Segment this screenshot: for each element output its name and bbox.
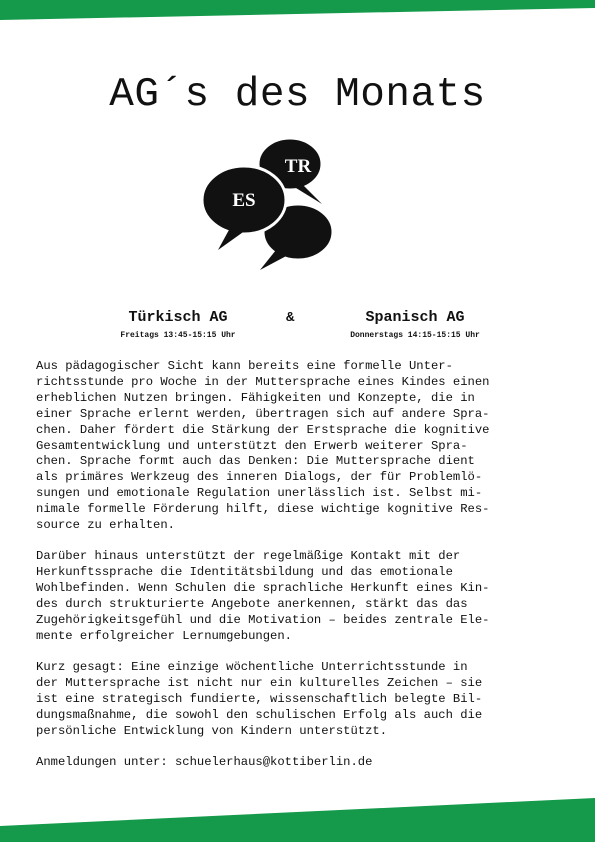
course-right [315, 309, 515, 340]
bottom-green-stripe [0, 798, 595, 842]
paragraph-3: Kurz gesagt: Eine einzige wöchentliche Unterrichtsstunde in der Muttersprache ist nicht nur ein kulturelles Zeichen – sie ist eine strategisch fundierte, wissenschaftlich belegte Bil- dungsmaßnahme, die sowohl den schulischen Erfolg als auch die persönliche Entwicklung von Kindern unterstützt. [36, 660, 483, 739]
course-time-spanish: Donnerstags 14:15-15:15 Uhr [350, 331, 480, 340]
registration-line: Anmeldungen unter: schuelerhaus@kottiberlin.de [36, 755, 373, 770]
body-text [36, 359, 564, 787]
paragraph-1: Aus pädagogischer Sicht kann bereits eine formelle Unter- richtsstunde pro Woche in der Muttersprache eines Kindes einen erheblichen Nutzen bringen. Fähigkeiten und Konzepte, die in einer Sprache erlernt werden, übertragen sich auf andere Spra- chen. Daher fördert die Stärkung der Erstsprache die kognitive Gesamtentwicklung und unterstützt den Erwerb weiterer Spra- chen. Sprache formt auch das Denken: Die Muttersprache dient als primäres Werkzeug des inneren Dialogs, der für Problemlö- sungen und emotionale Regulation unerlässlich ist. Selbst mi- nimale formelle Förderung hilft, diese wichtige kognitive Res- source zu erhalten. [36, 359, 490, 533]
top-green-stripe [0, 0, 595, 20]
bubble-label-tr: TR [284, 156, 312, 177]
paragraph-2: Darüber hinaus unterstützt der regelmäßige Kontakt mit der Herkunftssprache die Identitätsbildung und das emotionale Wohlbefinden. Wenn Schulen die sprachliche Herkunft eines Kin- des durch strukturierte Angebote anerkennen, stärkt das das Zugehörigkeitsgefühl und die Motivation – beides zentrale Ele- mente erfolgreicher Lernumgebungen. [36, 549, 490, 643]
page-title: AG´s des Monats [109, 72, 486, 118]
course-name-turkish: Türkisch AG [128, 309, 228, 326]
course-separator: & [286, 310, 295, 326]
course-name-spanish: Spanisch AG [365, 309, 465, 326]
speech-bubbles-graphic [198, 132, 348, 277]
course-left [78, 309, 278, 340]
course-time-turkish: Freitags 13:45-15:15 Uhr [120, 331, 236, 340]
bubble-label-es: ES [232, 190, 256, 211]
